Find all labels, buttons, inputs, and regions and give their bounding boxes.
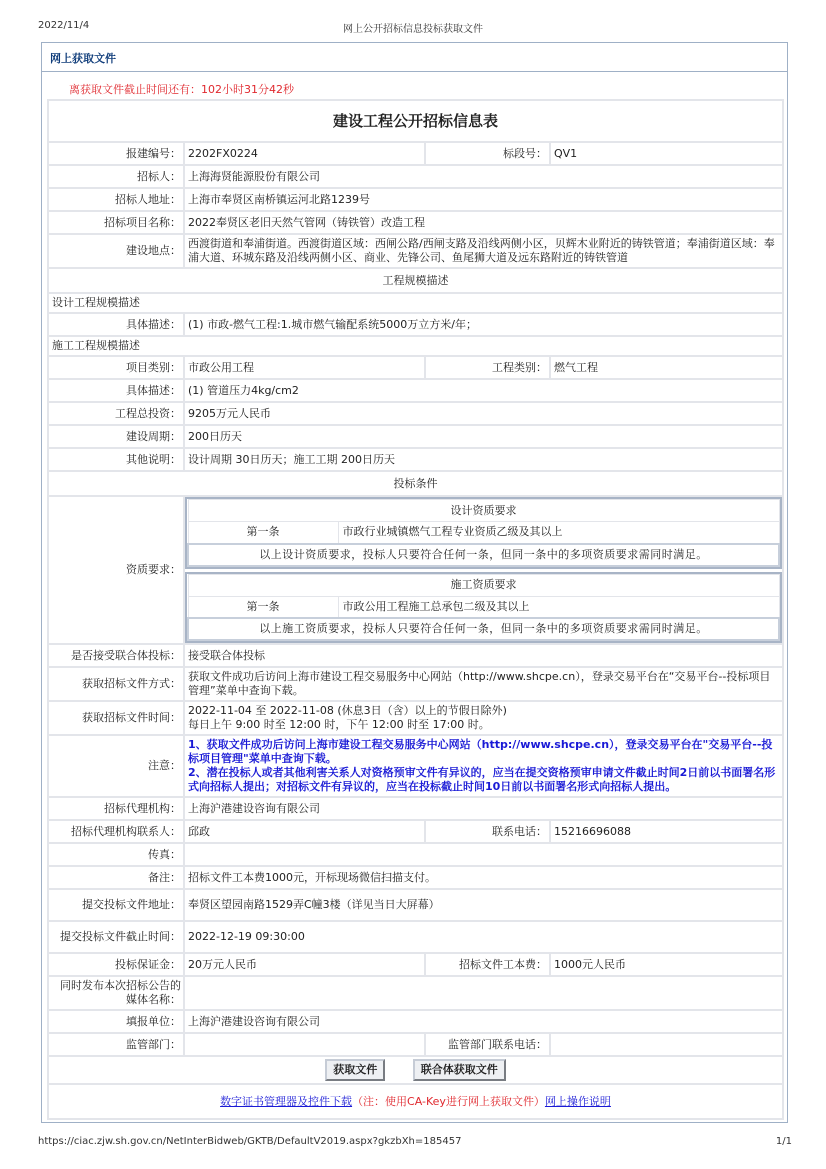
- bd-value: QV1: [550, 142, 783, 165]
- help-link[interactable]: 网上操作说明: [544, 1094, 611, 1108]
- engineering-category-value: 燃气工程: [550, 356, 783, 379]
- project-category-value: 市政公用工程: [184, 356, 425, 379]
- qualification-item-no: 第一条: [188, 522, 338, 544]
- get-time-value: [184, 701, 783, 735]
- field-label: 招标文件工本费：: [425, 953, 550, 976]
- field-label: 监管部门：: [48, 1033, 184, 1056]
- table-row: [48, 866, 783, 889]
- print-url: https://ciac.zjw.sh.gov.cn/NetInterBidweb/GKTB/DefaultV2019.aspx?gkzbXh=185457: [38, 1136, 462, 1147]
- design-desc-value: (1) 市政-燃气工程:1.城市燃气输配系统5000万立方米/年；: [184, 313, 783, 336]
- build-desc-value: (1) 管道压力4kg/cm2: [184, 379, 783, 402]
- build-qualification-title: 施工资质要求: [188, 574, 779, 596]
- bj-no-value: 2202FX0224: [184, 142, 425, 165]
- table-row: [48, 165, 783, 188]
- table-row: [48, 921, 783, 953]
- qualification-item: [188, 522, 779, 544]
- field-label: 工程总投资：: [48, 402, 184, 425]
- field-label: 具体描述：: [48, 379, 184, 402]
- table-row: [48, 425, 783, 448]
- field-label: 标段号：: [425, 142, 550, 165]
- field-label: 具体描述：: [48, 313, 184, 336]
- field-label: 传真：: [48, 843, 184, 866]
- table-row: [48, 496, 783, 644]
- table-row: [48, 797, 783, 820]
- panel-title: 网上获取文件: [42, 43, 787, 72]
- contact-phone-value: 15216696088: [550, 820, 783, 843]
- notice-value: [184, 735, 783, 797]
- action-buttons-row: [48, 1056, 783, 1084]
- design-qualification-footer: 以上设计资质要求，投标人只要符合任何一条，但同一条中的多项资质要求需同时满足。: [188, 544, 779, 566]
- field-label: 获取招标文件时间：: [48, 701, 184, 735]
- form-title: 建设工程公开招标信息表: [48, 100, 783, 142]
- table-row: [48, 142, 783, 165]
- table-row: [48, 379, 783, 402]
- print-date: 2022/11/4: [38, 20, 90, 31]
- table-row: [48, 820, 783, 843]
- field-label: 招标项目名称：: [48, 211, 184, 234]
- agency-contact-value: 邱政: [184, 820, 425, 843]
- doc-fee-value: 1000元人民币: [550, 953, 783, 976]
- table-row: [48, 313, 783, 336]
- tenderer-address-value: 上海市奉贤区南桥镇运河北路1239号: [184, 188, 783, 211]
- qualification-item-text: 市政公用工程施工总承包二级及其以上: [338, 596, 779, 618]
- field-label: 投标保证金：: [48, 953, 184, 976]
- table-row: [48, 234, 783, 268]
- qualification-item-no: 第一条: [188, 596, 338, 618]
- notice-item-1: 1、获取文件成功后访问上海市建设工程交易服务中心网站（http://www.shcpe.cn），登录交易平台在"交易平台--投标项目管理"菜单中查询下载。: [188, 738, 773, 765]
- supervisor-value: [184, 1033, 425, 1056]
- build-qualification-box: [185, 572, 782, 644]
- print-footer: [38, 1136, 792, 1152]
- deposit-value: 20万元人民币: [184, 953, 425, 976]
- remark-value: 招标文件工本费1000元，开标现场微信扫描支付。: [184, 866, 783, 889]
- qualification-container: [184, 496, 783, 644]
- table-row: [48, 667, 783, 701]
- design-qualification-table: [187, 499, 780, 567]
- field-label: 监管部门联系电话：: [425, 1033, 550, 1056]
- table-row: [48, 188, 783, 211]
- subsection-design-scale: 设计工程规模描述: [48, 293, 783, 313]
- cert-download-link[interactable]: 数字证书管理器及控件下载: [220, 1094, 353, 1108]
- print-title: 网上公开招标信息投标获取文件: [343, 24, 483, 35]
- qualification-item-text: 市政行业城镇燃气工程专业资质乙级及其以上: [338, 522, 779, 544]
- field-label: 招标人地址：: [48, 188, 184, 211]
- links-row: [48, 1084, 783, 1119]
- design-qualification-box: [185, 497, 782, 569]
- table-row: [48, 356, 783, 379]
- field-label: 资质要求：: [48, 496, 184, 644]
- table-row: [48, 1033, 783, 1056]
- design-qualification-title: 设计资质要求: [188, 500, 779, 522]
- online-file-panel: [41, 42, 788, 1123]
- field-label: 备注：: [48, 866, 184, 889]
- page-number: 1/1: [775, 1136, 792, 1147]
- table-row: [48, 448, 783, 471]
- table-row: [48, 953, 783, 976]
- field-label: 建设周期：: [48, 425, 184, 448]
- agency-value: 上海沪港建设咨询有限公司: [184, 797, 783, 820]
- subsection-build-scale: 施工工程规模描述: [48, 336, 783, 356]
- fax-value: [184, 843, 783, 866]
- table-row: [48, 644, 783, 667]
- table-row: [48, 211, 783, 234]
- get-file-button[interactable]: 获取文件: [325, 1059, 385, 1081]
- section-title-scale: 工程规模描述: [48, 268, 783, 293]
- media-value: [184, 976, 783, 1010]
- section-title-conditions: 投标条件: [48, 471, 783, 496]
- tenderer-value: 上海海贤能源股份有限公司: [184, 165, 783, 188]
- investment-value: 9205万元人民币: [184, 402, 783, 425]
- joint-bid-value: 接受联合体投标: [184, 644, 783, 667]
- field-label: 提交投标文件截止时间：: [48, 921, 184, 953]
- field-label: 是否接受联合体投标：: [48, 644, 184, 667]
- get-method-value: 获取文件成功后访问上海市建设工程交易服务中心网站（http://www.shcpe.cn），登录交易平台在“交易平台--投标项目管理”菜单中查询下载。: [184, 667, 783, 701]
- table-row: [48, 701, 783, 735]
- print-header: [38, 20, 788, 36]
- build-qualification-footer: 以上施工资质要求，投标人只要符合任何一条，但同一条中的多项资质要求需同时满足。: [188, 618, 779, 640]
- joint-get-file-button[interactable]: 联合体获取文件: [413, 1059, 506, 1081]
- site-value: 西渡街道和奉浦街道。西渡街道区域：西闸公路/西闸支路及沿线两侧小区，贝辉木业附近的铸铁管道；奉浦街道区域：奉浦大道、环城东路及沿线两侧小区、商业、先锋公司、鱼尾狮大道及远东路附近的铸铁管道: [184, 234, 783, 268]
- qualification-item: [188, 596, 779, 618]
- field-label: 工程类别：: [425, 356, 550, 379]
- field-label: 建设地点：: [48, 234, 184, 268]
- bid-info-table: [47, 99, 784, 1120]
- field-label: 招标代理机构联系人：: [48, 820, 184, 843]
- table-row: [48, 735, 783, 797]
- project-name-value: 2022奉贤区老旧天然气管网（铸铁管）改造工程: [184, 211, 783, 234]
- field-label: 项目类别：: [48, 356, 184, 379]
- countdown-timer: 离获取文件截止时间还有：102小时31分42秒: [69, 83, 294, 96]
- field-label: 注意：: [48, 735, 184, 797]
- field-label: 招标人：: [48, 165, 184, 188]
- supervisor-phone-value: [550, 1033, 783, 1056]
- field-label: 填报单位：: [48, 1010, 184, 1033]
- get-time-line1: 2022-11-04 至 2022-11-08 (休息3日（含）以上的节假日除外): [188, 704, 507, 717]
- period-value: 200日历天: [184, 425, 783, 448]
- table-row: [48, 402, 783, 425]
- ca-key-note: （注：使用CA-Key进行网上获取文件）: [352, 1094, 545, 1108]
- table-row: [48, 976, 783, 1010]
- field-label: 其他说明：: [48, 448, 184, 471]
- table-row: [48, 889, 783, 921]
- submit-deadline-value: 2022-12-19 09:30:00: [184, 921, 783, 953]
- table-row: [48, 1010, 783, 1033]
- other-notes-value: 设计周期 30日历天；施工工期 200日历天: [184, 448, 783, 471]
- field-label: 报建编号：: [48, 142, 184, 165]
- get-time-line2: 每日上午 9:00 时至 12:00 时，下午 12:00 时至 17:00 时。: [188, 718, 490, 731]
- notice-item-2: 2、潜在投标人或者其他利害关系人对资格预审文件有异议的，应当在提交资格预审申请文件截止时间2日前以书面署名形式向招标人提出；对招标文件有异议的，应当在投标截止时间10日前以书面署名形式向招标人提出。: [188, 766, 776, 793]
- table-row: [48, 843, 783, 866]
- field-label: 招标代理机构：: [48, 797, 184, 820]
- submit-address-value: 奉贤区望园南路1529弄C幢3楼（详见当日大屏幕）: [184, 889, 783, 921]
- field-label: 联系电话：: [425, 820, 550, 843]
- filler-value: 上海沪港建设咨询有限公司: [184, 1010, 783, 1033]
- field-label: 提交投标文件地址：: [48, 889, 184, 921]
- build-qualification-table: [187, 574, 780, 642]
- field-label: 获取招标文件方式：: [48, 667, 184, 701]
- field-label: 同时发布本次招标公告的媒体名称：: [48, 976, 184, 1010]
